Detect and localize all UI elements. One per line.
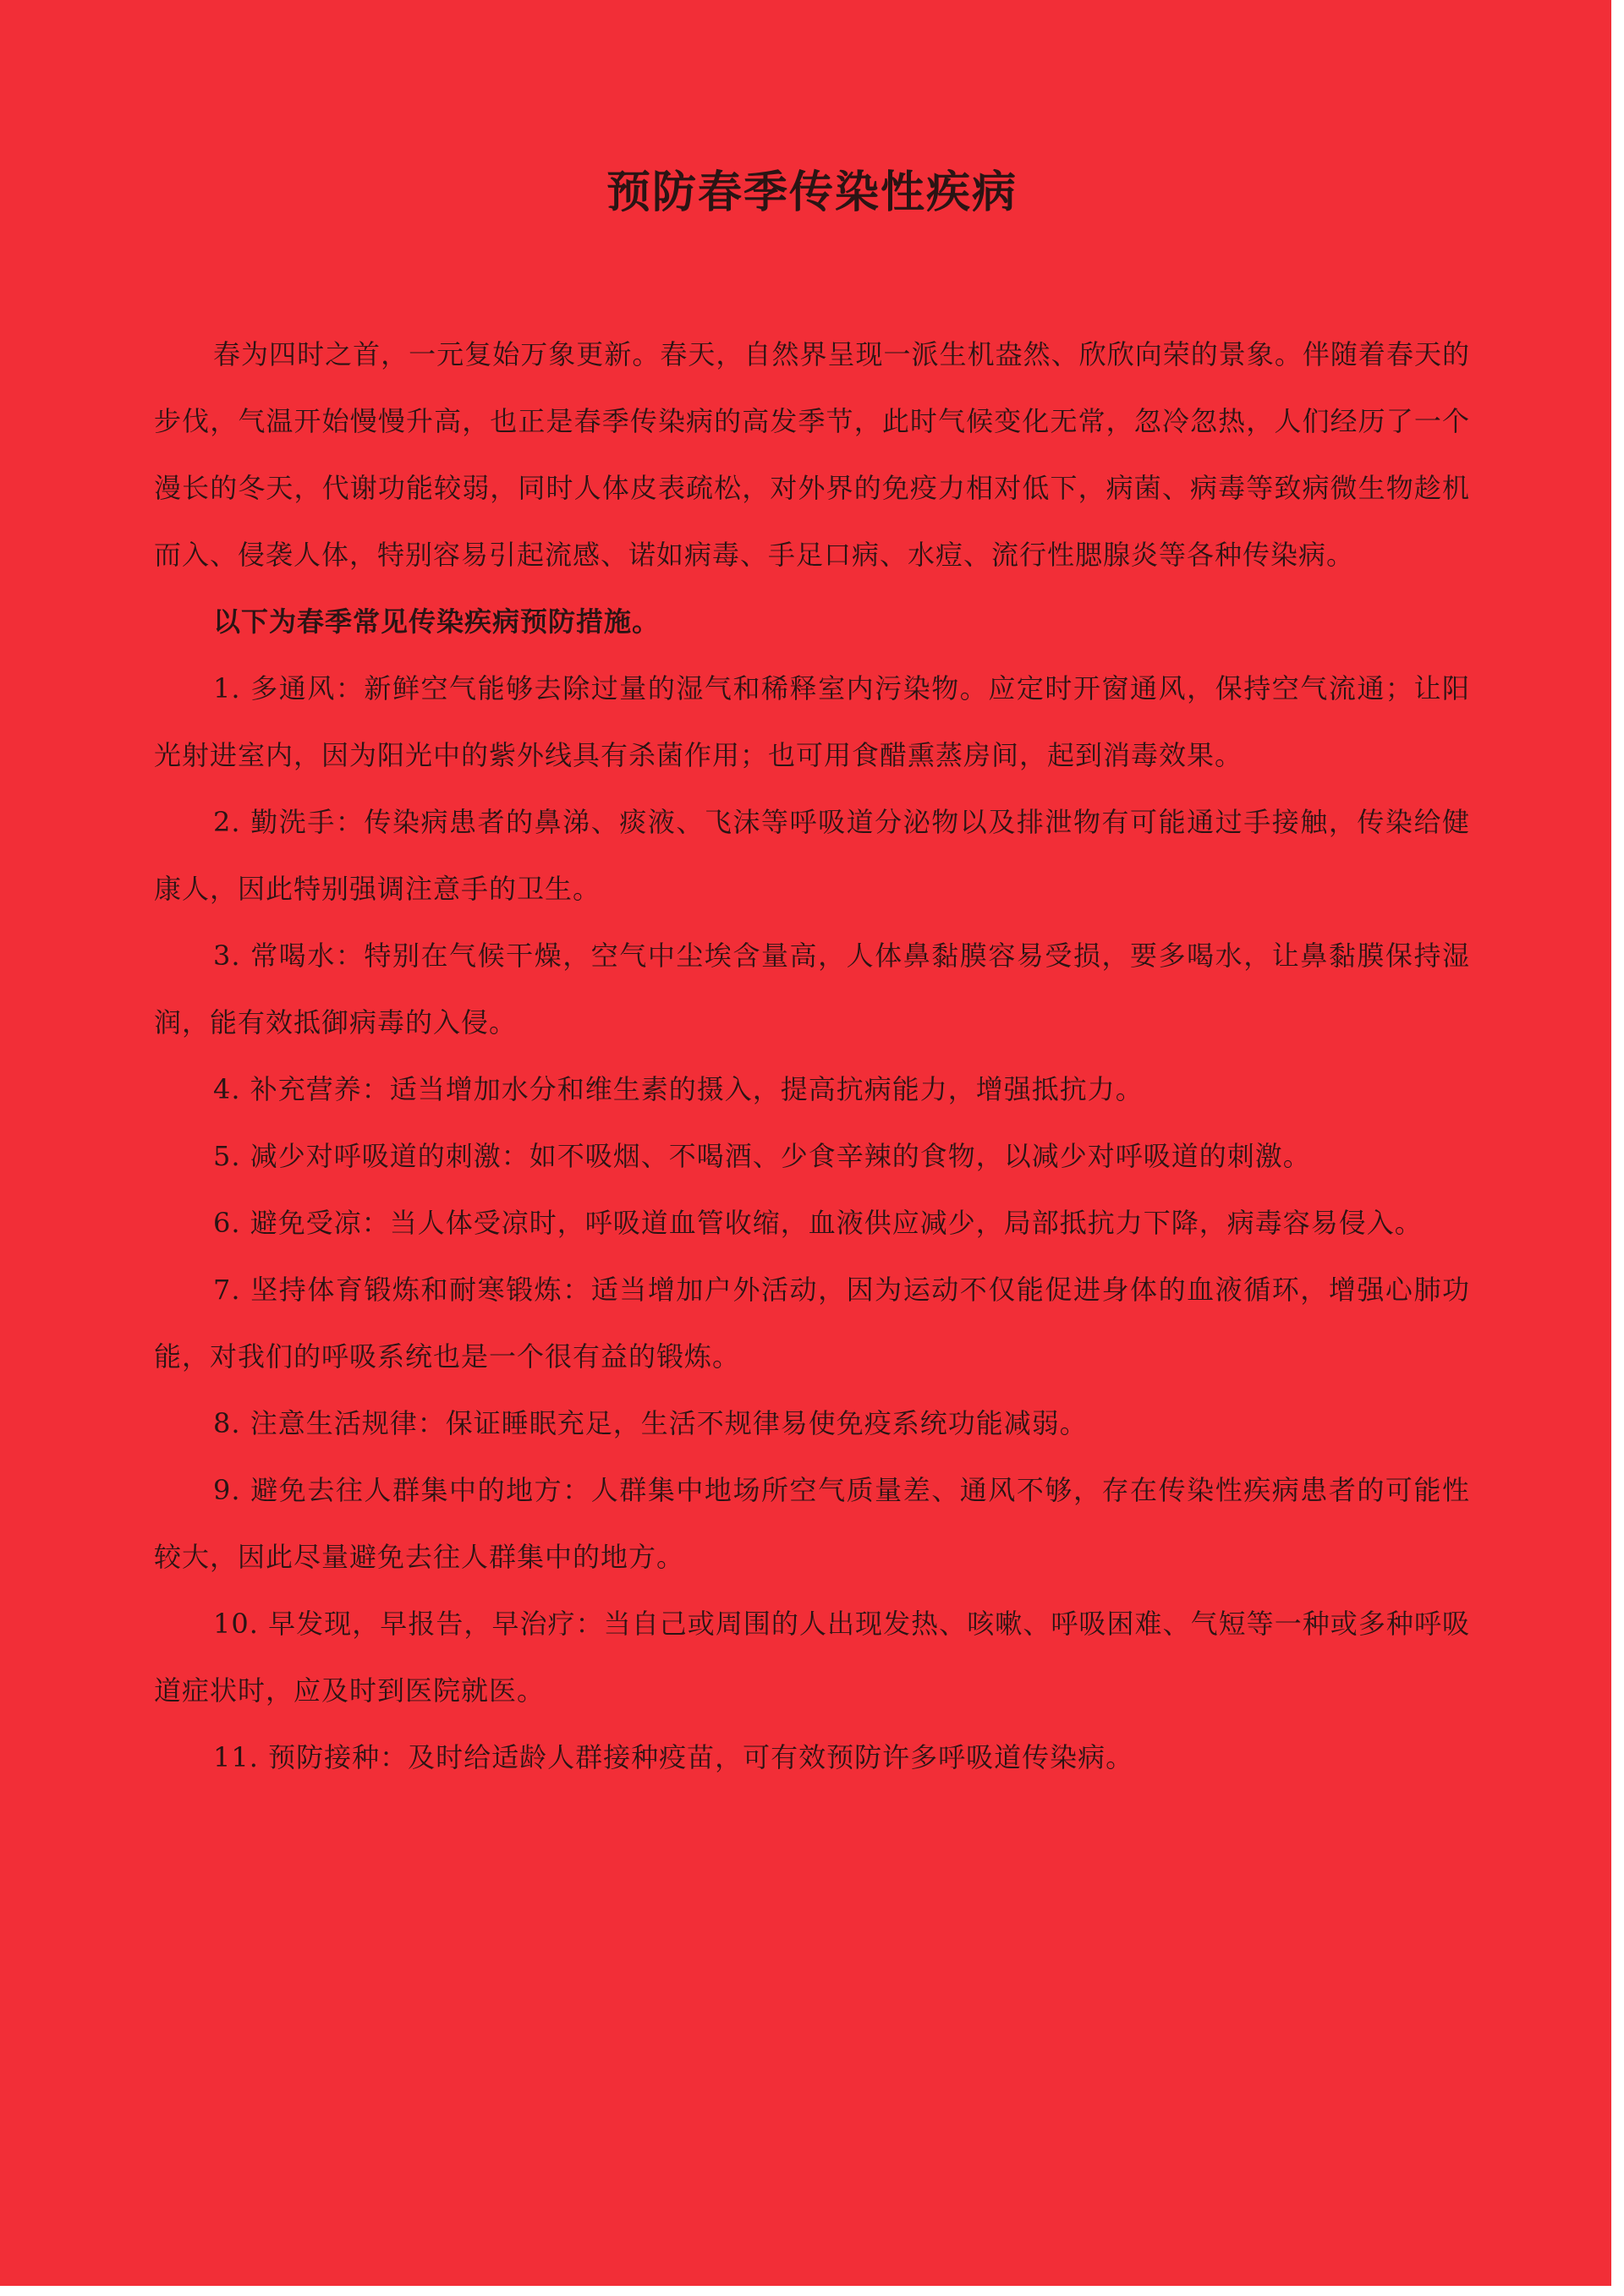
measure-item-6: 6. 避免受凉：当人体受凉时，呼吸道血管收缩，血液供应减少，局部抵抗力下降，病毒容易侵入。 bbox=[213, 1207, 1423, 1239]
measure-item-9: 9. 避免去往人群集中的地方：人群集中地场所空气质量差、通风不够，存在传染性疾病患者的可能性较大，因此尽量避免去往人群集中的地方。 bbox=[154, 1474, 1470, 1573]
measure-item-11: 11. 预防接种：及时给适龄人群接种疫苗，可有效预防许多呼吸道传染病。 bbox=[213, 1741, 1134, 1773]
document-body bbox=[154, 321, 1470, 1791]
measures-heading: 以下为春季常见传染疾病预防措施。 bbox=[213, 606, 661, 638]
intro-paragraph: 春为四时之首，一元复始万象更新。春天，自然界呈现一派生机盎然、欣欣向荣的景象。伴随着春天的步伐，气温开始慢慢升高，也正是春季传染病的高发季节，此时气候变化无常，忽冷忽热，人们经历了一个漫长的冬天，代谢功能较弱，同时人体皮表疏松，对外界的免疫力相对低下，病菌、病毒等致病微生物趁机而入、侵袭人体，特别容易引起流感、诺如病毒、手足口病、水痘、流行性腮腺炎等各种传染病。 bbox=[154, 338, 1470, 571]
measure-item-8: 8. 注意生活规律：保证睡眠充足，生活不规律易使免疫系统功能减弱。 bbox=[213, 1407, 1088, 1439]
measure-item-2: 2. 勤洗手：传染病患者的鼻涕、痰液、飞沫等呼吸道分泌物以及排泄物有可能通过手接触，传染给健康人，因此特别强调注意手的卫生。 bbox=[154, 806, 1470, 905]
document-title: 预防春季传染性疾病 bbox=[606, 167, 1018, 218]
measure-item-4: 4. 补充营养：适当增加水分和维生素的摄入，提高抗病能力，增强抵抗力。 bbox=[213, 1073, 1144, 1105]
measure-item-1: 1. 多通风：新鲜空气能够去除过量的湿气和稀释室内污染物。应定时开窗通风，保持空气流通；让阳光射进室内，因为阳光中的紫外线具有杀菌作用；也可用食醋熏蒸房间，起到消毒效果。 bbox=[154, 672, 1470, 771]
measure-item-10: 10. 早发现，早报告，早治疗：当自己或周围的人出现发热、咳嗽、呼吸困难、气短等一种或多种呼吸道症状时，应及时到医院就医。 bbox=[154, 1608, 1470, 1707]
measure-item-7: 7. 坚持体育锻炼和耐寒锻炼：适当增加户外活动，因为运动不仅能促进身体的血液循环，增强心肺功能，对我们的呼吸系统也是一个很有益的锻炼。 bbox=[154, 1274, 1470, 1373]
measure-item-5: 5. 减少对呼吸道的刺激：如不吸烟、不喝酒、少食辛辣的食物，以减少对呼吸道的刺激。 bbox=[213, 1140, 1311, 1172]
measure-item-3: 3. 常喝水：特别在气候干燥，空气中尘埃含量高，人体鼻黏膜容易受损，要多喝水，让鼻黏膜保持湿润，能有效抵御病毒的入侵。 bbox=[154, 940, 1470, 1038]
